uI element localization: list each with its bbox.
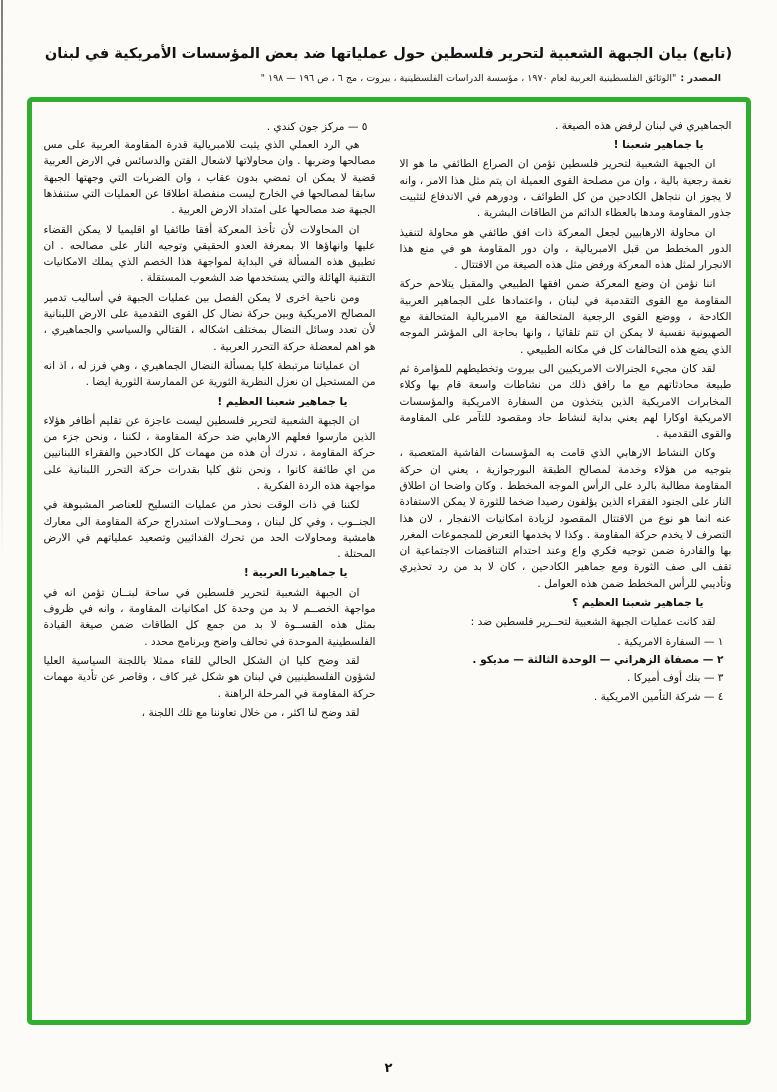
paragraph: لقد كانت عمليات الجبهة الشعبية لتحــرير فلسطين ضد : (470, 616, 716, 629)
text-columns (44, 118, 732, 1010)
list-item: ٣ — بنك أوف أميركا . (626, 672, 724, 685)
callout-line: يا جماهير شعبنا العظيم ؟ (572, 597, 704, 610)
callout-line: يا جماهير شعبنا ! (613, 139, 704, 152)
continuation-paragraph: الجماهيري في لبنان لرفض هذه الصيغة . (554, 119, 732, 132)
paragraph: لقد وضح لنا اكثر ، من خلال تعاوننا مع تلك اللجنة ، (141, 706, 360, 719)
paragraph: ان عملياتنا مرتبطة كليا بمسألة النضال الجماهيري ، وهي فرز له ، اذ انه من المستحيل ان نعزل النظرية الثورية عن الممارسة الثورية ايضا . (43, 359, 376, 389)
page-number: ٢ (384, 1061, 393, 1076)
left-column (44, 118, 376, 1010)
paragraph: ان الجبهة الشعبية لتحرير فلسطين تؤمن ان الصراع الطائفي ما هو الا نغمة رجعية بالية ، وان من مصلحة القوى العميلة ان يتم مثل هذا الامر ، وانه لا يجوز ان نتجاهل الكادحين من كل الطوائف ، ودورهم في الاندفاع لتثبيت جذور المقاومة ومدها بالعطاء الدائم من الطاقات البشرية . (399, 158, 732, 220)
paragraph: ومن ناحية اخرى لا يمكن الفصل بين عمليات الجبهة في أساليب تدمير المصالح الامريكية وبين حركة نضال كل القوى التقدمية على الارض اللبنانية لأن تعدد وسائل النضال بمختلف اشكاله ، القتالي والسياسي والجماهيري ، هو اهم لمعضلة حركة التحرر العربية . (43, 291, 376, 353)
paragraph: اننا نؤمن ان وضع المعركة ضمن افقها الطبيعي والمقبل يتلاحم حركة المقاومة مع القوى التقدمية في لبنان ، واعتمادها على الجماهير العربية الكادحة ، ووضع القوى الرجعية المتحالفة مع الامبريالية المتحالفة مع الصهيونية نفسية لا يمكن ان تتم تلقائيا ، وانها بحاجة الى المؤشر الموجه الذي يضع هذه التحالفات كل في مكانه الطبيعي . (399, 278, 732, 356)
callout-line: يا جماهير شعبنا العظيم ! (217, 395, 348, 408)
paragraph: وكان النشاط الارهابي الذي قامت به المؤسسات الفاشية المتعصبة ، بتوجيه من هؤلاء وخدمة لمصالح الطبقة البورجوازية ، يعني ان حركة المقاومة مطالبة بالرد على الرأس الموجه المخطط . وكان واضحا ان اطلاق النار على الجنود الفقراء الذين يؤلفون رصيدا ضخما للثورة لا يمكن الاستفادة عنه انما هو نوع من الاقتتال المقصود لزيادة امكانيات الانفجار ، لان هذا التصرف لا يخدم حركة المقاومة . وكذا لا يخدمها التعرض للمجموعات المغرر بها والقادرة ضمن توجيه فكري واع وعند احتدام التناقضات الاجتماعية ان تقف الى صف الثورة ومع جماهير الكادحين ، كان لا بد من رد تحذيري وتأديبي للرأس المخطط ضمن هذه العوامل . (399, 447, 732, 590)
source-label: المصدر : (680, 72, 721, 84)
list-item: ١ — السفارة الامريكية . (617, 635, 724, 648)
scan-edge-artifact (1, 0, 3, 560)
right-column (400, 118, 732, 1010)
paragraph: لقد كان مجيء الجنرالات الامريكيين الى بيروت وتخطيطهم للمؤامرة ثم طبيعة محادثاتهم مع ما رافق ذلك من نشاطات واسعة قام بها وكلاء المخابرات الامريكية الذين يتخذون من السفارة الامريكية والمؤسسات الامريكية اوكارا لهم يعني بداية لنشاط حاد ومقصود للتآمر على المقاومة والقوى التقدمية . (399, 362, 732, 441)
paragraph: ان الجبهة الشعبية لتحرير فلسطين في ساحة لبنــان تؤمن انه في مواجهة الخصــم لا بد من وحدة كل امكانيات المقاومة ، وانه في ظروف بمثل هذه القســوة لا بد من جمع كل الطاقات ضمن صيغة القيادة الفلسطينية الموحدة في تحالف واضح وبرنامج محدد . (43, 586, 376, 648)
paragraph: هي الرد العملي الذي يثبت للامبريالية قدرة المقاومة العربية على مس مصالحها وضربها . وان محاولاتها لاشعال الفتن والدسائس في الارض العربية قضية لا يمكن ان تمضي بدون عقاب ، وان الضربات التي وجهتها الجبهة سابقا لمصالحها في الخارج ليست منفصلة اطلاقا عن العمليات التي ستنفذها الجبهة ضد مصالحها على امتداد الارض العربية . (43, 139, 376, 217)
content-frame (27, 97, 751, 1025)
paragraph: ان محاولة الارهابيين لجعل المعركة ذات افق طائفي هو محاولة لتنفيذ الدور المخطط من قبل الامبريالية ، وان دور المقاومة هو في منع هذا الانجرار لمثل هذه المعركة ورفض مثل هذه الصيغة من الاقتتال . (399, 226, 732, 272)
list-item: ٥ — مركز جون كندي . (266, 120, 368, 133)
paragraph: ان الجبهة الشعبية لتحرير فلسطين ليست عاجزة عن تقليم أظافر هؤلاء الذين مارسوا فعلهم الارهابي ضد حركة المقاومة ، لكننا ، ونحن جزء من حركة المقاومة ، ندرك أن هذه من مهمات كل الكادحين والفقراء اللبنانيين من اي طائفة كانوا ، ونحن نثق كليا بقدرات حركة التحرر اللبنانية على مواجهة هذه الردة الفكرية . (43, 414, 376, 492)
source-line (30, 73, 747, 84)
callout-line: يا جماهيرنا العربية ! (243, 567, 348, 580)
paragraph: ان المحاولات لأن تأخذ المعركة أفقا طائفيا او اقليميا لا يمكن القضاء عليها وانهاؤها الا بمعرفة العدو الحقيقي وتوجيه النار على مصالحه . ان تطبيق هذه المسألة في البداية لمواجهة هذا الخصم الذي يملك الامكانيات التقنية الهائلة والتي يستخدمها ضد الشعوب المستقلة . (43, 223, 376, 285)
page-title: (تابع) بيان الجبهة الشعبية لتحرير فلسطين حول عملياتها ضد بعض المؤسسات الأمريكية في لبنان (44, 46, 733, 62)
list-item: ٤ — شركة التأمين الامريكية . (593, 690, 724, 703)
source-text: "الوثائق الفلسطينية العربية لعام ١٩٧٠ ، مؤسسة الدراسات الفلسطينية ، بيروت ، مج ٦ ، ص ١٩٦ — ١٩٨ " (260, 72, 677, 84)
paragraph: لكننا في ذات الوقت نحذر من عمليات التسليح للعناصر المشبوهة في الجنــوب ، وفي كل لبنان ، ومحــاولات استدراج حركة المقاومة الى معارك هامشية ومحاولات الحد من تحرك الفدائيين وتصعيد عملياتهم في الارض المحتلة . (43, 499, 376, 561)
document-header (0, 0, 777, 84)
paragraph: لقد وضح كليا ان الشكل الحالي للقاء ممثلا باللجنة السياسية العليا لشؤون الفلسطينيين في لبنان هو شكل غير كاف ، وقاصر عن تأدية مهمات حركة المقاومة في المرحلة الراهنة . (43, 654, 376, 700)
list-item: ٢ — مصفاة الزهراني — الوحدة الثالثة — مديكو . (472, 653, 724, 666)
